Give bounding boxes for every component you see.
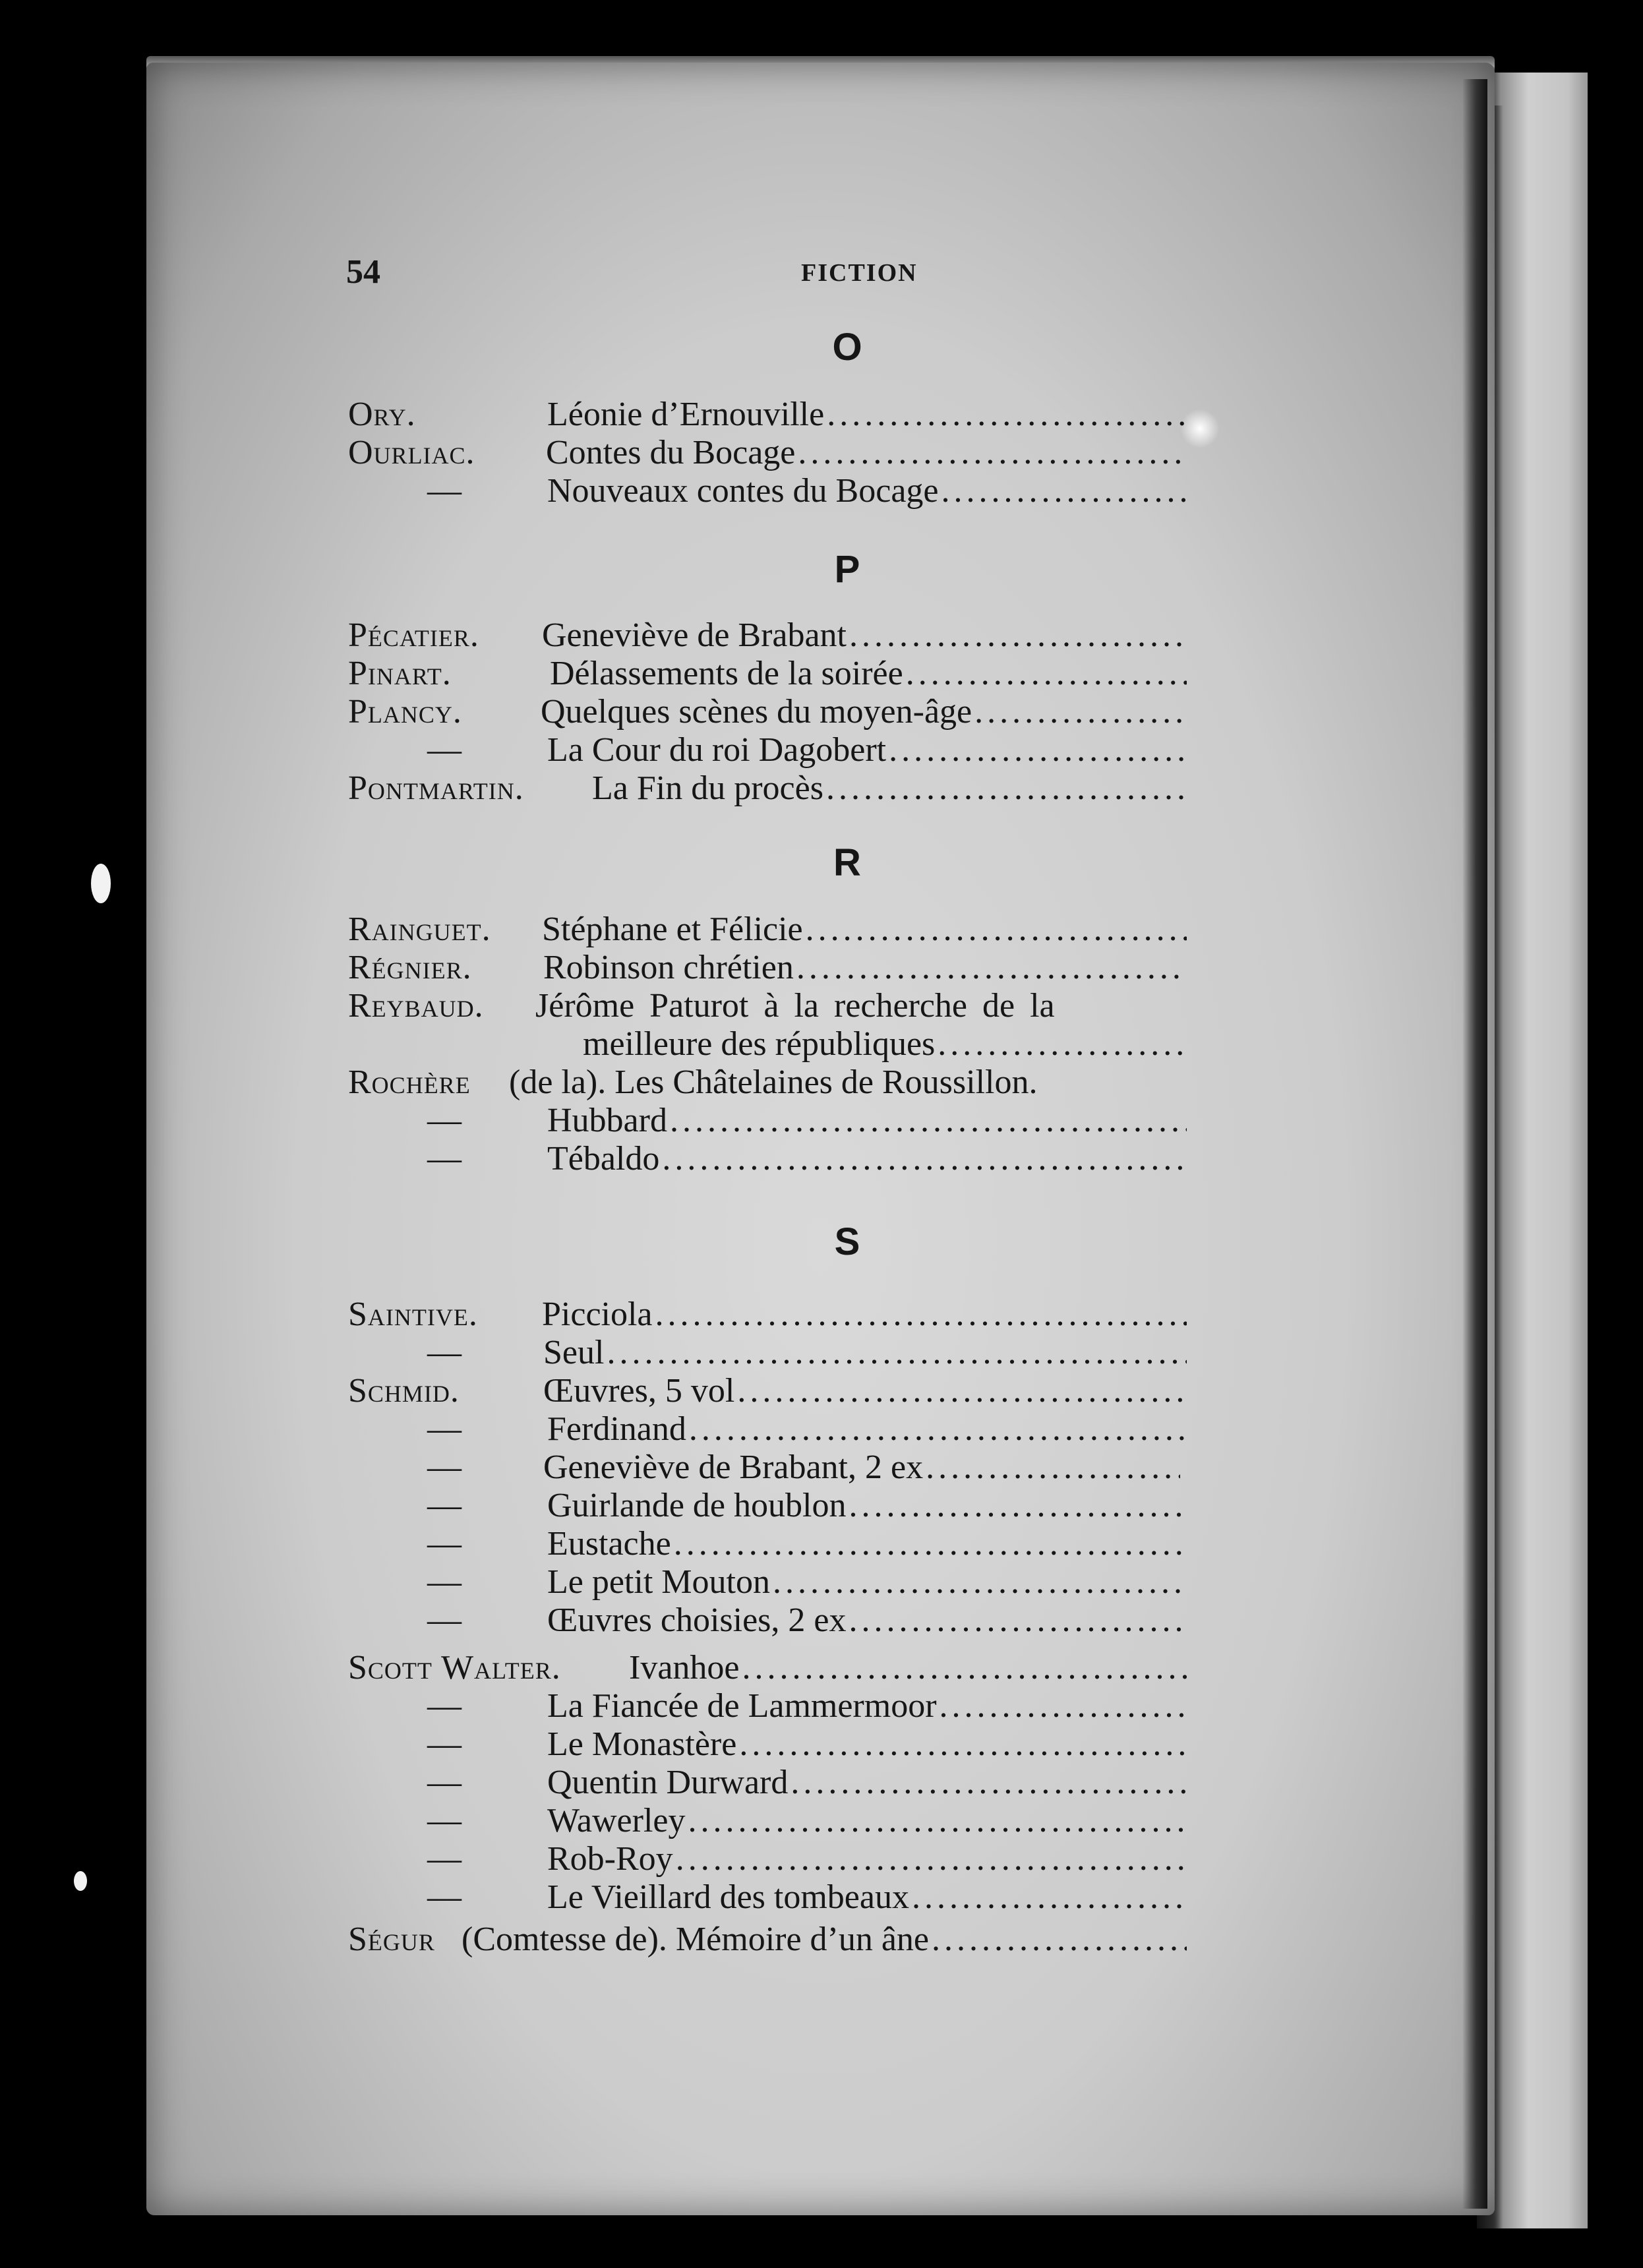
entry-title: Quentin Durward [547, 1764, 789, 1801]
entry-title: Rob-Roy [547, 1840, 673, 1878]
entry-author: Rainguet. [348, 910, 491, 948]
entry-title: (de la). Les Châtelaines de Roussillon. [509, 1063, 1038, 1101]
entry-title: Seul [543, 1334, 605, 1371]
entry-title: Le petit Mouton [547, 1563, 770, 1601]
list-item [348, 1063, 1187, 1102]
entry-title: Œuvres choisies, 2 ex [547, 1601, 847, 1639]
ditto-dash: — [427, 1878, 462, 1916]
dot-leader [662, 1140, 1187, 1178]
entry-title-continued: meilleure des républiques [583, 1025, 936, 1063]
dot-leader [791, 1764, 1187, 1802]
list-item [348, 769, 1187, 808]
dot-leader [806, 910, 1187, 949]
list-item [348, 1878, 1187, 1917]
ditto-dash: — [427, 1140, 462, 1178]
list-item [348, 1410, 1187, 1448]
dot-leader [796, 949, 1187, 987]
dot-leader [974, 693, 1187, 731]
entry-author: Pontmartin. [348, 769, 524, 807]
dot-leader [655, 1296, 1187, 1334]
dot-leader [773, 1563, 1180, 1601]
entry-title: Ferdinand [547, 1410, 686, 1448]
dot-leader [670, 1102, 1187, 1140]
entry-title: Le Vieillard des tombeaux [547, 1878, 909, 1916]
ditto-dash: — [427, 1840, 462, 1878]
dot-leader [849, 1487, 1187, 1525]
entry-author: Régnier. [348, 949, 472, 986]
entry-title: Délassements de la soirée [550, 655, 903, 692]
entry-title: Hubbard [547, 1102, 667, 1139]
ditto-dash: — [427, 1687, 462, 1725]
dot-leader [688, 1802, 1187, 1840]
ditto-dash: — [427, 1764, 462, 1801]
ditto-dash: — [427, 1802, 462, 1839]
running-head: FICTION [801, 259, 918, 287]
list-item [348, 1563, 1187, 1601]
entry-title: Wawerley [547, 1802, 686, 1839]
entry-title: Jérôme Paturot à la recherche de la [535, 987, 1055, 1025]
dot-leader [826, 769, 1187, 808]
list-item [348, 1140, 1187, 1178]
entry-author: Plancy. [348, 693, 462, 731]
dot-leader [889, 731, 1187, 769]
entry-title: Robinson chrétien [543, 949, 794, 986]
dot-leader [798, 434, 1187, 472]
entry-author: Ségur [348, 1921, 435, 1958]
list-item [348, 1840, 1187, 1878]
list-item [348, 1448, 1187, 1487]
ditto-dash: — [427, 1410, 462, 1448]
entry-author: Pécatier. [348, 616, 479, 654]
entry-author: Schmid. [348, 1372, 460, 1410]
entry-author: Saintive. [348, 1296, 478, 1333]
section-letter: P [834, 548, 860, 591]
entry-author: Ory. [348, 396, 416, 433]
list-item [348, 910, 1187, 949]
list-item [348, 1921, 1187, 1959]
entry-title: Œuvres, 5 vol [543, 1372, 735, 1410]
entry-author: Rochère [348, 1063, 471, 1101]
entry-title: Eustache [547, 1525, 671, 1563]
dot-leader [676, 1840, 1187, 1878]
entry-title: Nouveaux contes du Bocage [547, 472, 939, 510]
entry-author: Reybaud. [348, 987, 484, 1025]
list-item [348, 472, 1187, 510]
dot-leader [689, 1410, 1187, 1448]
entry-title: Contes du Bocage [546, 434, 796, 471]
entry-author: Scott Walter. [348, 1649, 561, 1686]
ditto-dash: — [427, 1102, 462, 1139]
dot-leader [849, 616, 1187, 655]
dot-leader [674, 1525, 1187, 1563]
page-number: 54 [346, 253, 380, 291]
section-letter: S [834, 1220, 860, 1263]
ditto-dash: — [427, 1563, 462, 1601]
list-item [348, 1102, 1187, 1140]
list-item [348, 1687, 1187, 1725]
list-item [348, 1025, 1187, 1063]
entry-title: La Fiancée de Lammermoor [547, 1687, 937, 1725]
section-letter: O [832, 326, 862, 369]
ditto-dash: — [427, 1601, 462, 1639]
entry-title: La Fin du procès [592, 769, 823, 807]
entry-title: (Comtesse de). Mémoire d’un âne [462, 1921, 930, 1958]
list-item [348, 987, 1187, 1025]
dot-leader [906, 655, 1187, 693]
ditto-dash: — [427, 1487, 462, 1524]
list-item [348, 1649, 1187, 1687]
entry-author: Ourliac. [348, 434, 475, 471]
dot-leader [849, 1601, 1187, 1640]
ditto-dash: — [427, 1448, 462, 1486]
list-item [348, 1802, 1187, 1840]
dot-leader [926, 1448, 1180, 1487]
ditto-dash: — [427, 472, 462, 510]
entry-title: Geneviève de Brabant, 2 ex [543, 1448, 924, 1486]
entry-title: Le Monastère [547, 1725, 737, 1763]
dot-leader [607, 1334, 1187, 1372]
dot-leader [938, 1025, 1187, 1063]
entry-title: Tébaldo [547, 1140, 660, 1178]
list-item [348, 949, 1187, 987]
dot-leader [940, 1687, 1187, 1725]
entry-title: Ivanhoe [629, 1649, 740, 1686]
list-item [348, 1487, 1187, 1525]
entry-author: Pinart. [348, 655, 452, 692]
list-item [348, 1525, 1187, 1563]
list-item [348, 434, 1187, 472]
entry-title: Geneviève de Brabant [542, 616, 847, 654]
dot-leader [742, 1649, 1187, 1687]
dot-leader [941, 472, 1187, 510]
list-item [348, 655, 1187, 693]
list-item [348, 693, 1187, 731]
list-item [348, 616, 1187, 655]
entry-title: La Cour du roi Dagobert [547, 731, 887, 769]
list-item [348, 1372, 1187, 1410]
ditto-dash: — [427, 1725, 462, 1763]
entry-title: Stéphane et Félicie [542, 910, 803, 948]
ditto-dash: — [427, 731, 462, 769]
entry-title: Picciola [542, 1296, 653, 1333]
list-item [348, 396, 1187, 434]
section-letter: R [833, 841, 861, 884]
entry-title: Guirlande de houblon [547, 1487, 847, 1524]
list-item [348, 1601, 1187, 1640]
dot-leader [912, 1878, 1187, 1917]
entry-title: Quelques scènes du moyen-âge [541, 693, 972, 731]
list-item [348, 1725, 1187, 1764]
ditto-dash: — [427, 1525, 462, 1563]
list-item [348, 1296, 1187, 1334]
dot-leader [827, 396, 1187, 434]
entry-title: Léonie d’Ernouville [547, 396, 825, 433]
list-item [348, 731, 1187, 769]
list-item [348, 1764, 1187, 1802]
dot-leader [739, 1725, 1187, 1764]
ditto-dash: — [427, 1334, 462, 1371]
dot-leader [737, 1372, 1187, 1410]
dot-leader [932, 1921, 1187, 1959]
list-item [348, 1334, 1187, 1372]
